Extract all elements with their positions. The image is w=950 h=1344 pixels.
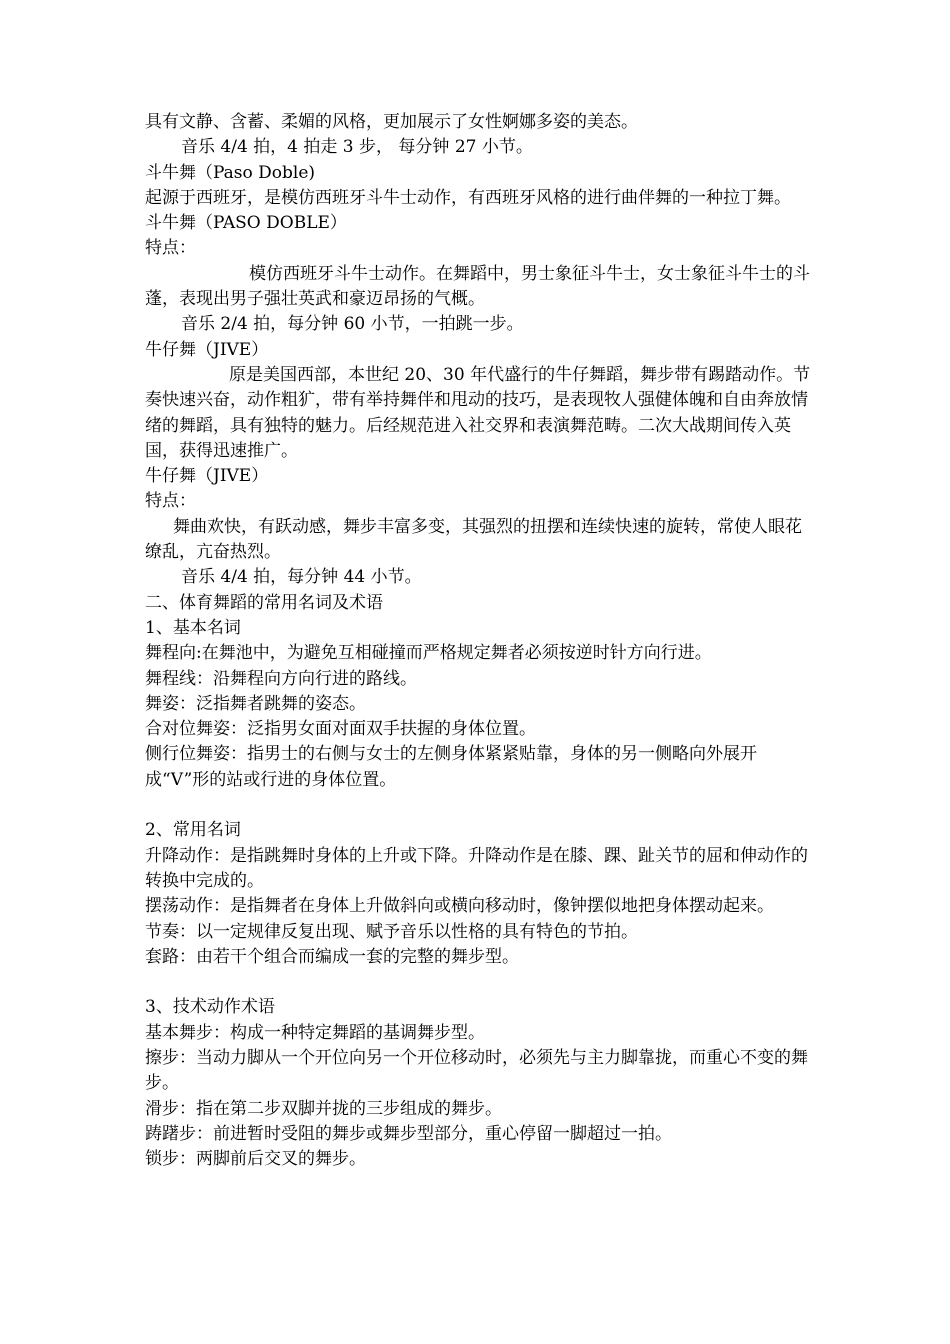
subsection-heading-2: 2、常用名词 <box>145 820 241 841</box>
blank-line <box>145 793 813 818</box>
paragraph: 具有文静、含蓄、柔媚的风格，更加展示了女性婀娜多姿的美态。 <box>145 112 638 132</box>
label-features: 特点： <box>145 491 196 512</box>
term-definition: 擦步：当动力脚从一个开位向另一个开位移动时，必须先与主力脚靠拢，而重心不变的舞步。 <box>145 1047 808 1094</box>
paragraph-text: 模仿西班牙斗牛士动作。在舞蹈中，男士象征斗牛士，女士象征斗牛士的斗蓬，表现出男子强壮英武和豪迈昂扬的气概。 <box>145 263 810 310</box>
paragraph: 起源于西班牙，是模仿西班牙斗牛士动作，有西班牙风格的进行曲伴舞的一种拉丁舞。 <box>145 187 791 208</box>
paragraph <box>145 262 813 313</box>
term-definition: 合对位舞姿：泛指男女面对面双手扶握的身体位置。 <box>145 719 536 740</box>
paragraph <box>145 363 813 464</box>
paragraph: 音乐 4/4 拍，每分钟 44 小节。 <box>181 567 422 588</box>
term-definition: 升降动作：是指跳舞时身体的上升或下降。升降动作是在膝、踝、趾关节的屈和伸动作的转换中完成的。 <box>145 845 808 891</box>
heading-jive-2: 牛仔舞（JIVE） <box>145 466 269 487</box>
term-definition: 侧行位舞姿：指男士的右侧与女士的左侧身体紧紧贴靠，身体的另一侧略向外展开成“V”形的站或行进的身体位置。 <box>145 744 757 790</box>
term-definition: 舞程线：沿舞程向方向行进的路线。 <box>145 668 417 689</box>
term-definition: 舞程向:在舞池中，为避免互相碰撞而严格规定舞者必须按逆时针方向行进。 <box>145 643 712 664</box>
subsection-heading-3: 3、技术动作术语 <box>145 997 275 1018</box>
term-definition: 踌躇步：前进暂时受阻的舞步或舞步型部分，重心停留一脚超过一拍。 <box>145 1123 672 1144</box>
term-definition: 舞姿：泛指舞者跳舞的姿态。 <box>145 693 366 714</box>
term-definition: 基本舞步：构成一种特定舞蹈的基调舞步型。 <box>145 1022 485 1043</box>
section-heading-2: 二、体育舞蹈的常用名词及术语 <box>145 592 383 613</box>
heading-paso-doble-upper: 斗牛舞（PASO DOBLE） <box>145 213 347 234</box>
blank-line <box>145 970 813 995</box>
paragraph: 音乐 4/4 拍，4 拍走 3 步， 每分钟 27 小节。 <box>181 137 533 158</box>
paragraph <box>145 515 813 566</box>
heading-paso-doble: 斗牛舞（Paso Doble) <box>145 162 316 183</box>
term-definition: 套路：由若干个组合而编成一套的完整的舞步型。 <box>145 946 519 967</box>
document-body <box>145 110 813 1172</box>
term-definition: 摆荡动作：是指舞者在身体上升做斜向或横向移动时，像钟摆似地把身体摆动起来。 <box>145 896 774 917</box>
term-definition: 滑步：指在第二步双脚并拢的三步组成的舞步。 <box>145 1098 502 1119</box>
term-definition: 节奏：以一定规律反复出现、赋予音乐以性格的具有特色的节拍。 <box>145 921 638 942</box>
heading-jive: 牛仔舞（JIVE） <box>145 339 269 360</box>
paragraph: 音乐 2/4 拍，每分钟 60 小节，一拍跳一步。 <box>181 314 524 335</box>
paragraph-text: 舞曲欢快，有跃动感，舞步丰富多变，其强烈的扭摆和连续快速的旋转，常使人眼花缭乱，亢奋热烈。 <box>145 516 802 563</box>
paragraph-text: 原是美国西部，本世纪 20、30 年代盛行的牛仔舞蹈，舞步带有踢踏动作。节奏快速兴奋，动作粗犷，带有举持舞伴和甩动的技巧，是表现牧人强健体魄和自由奔放情绪的舞蹈，具有独特的魅力。后经规范进入社交界和表演舞范畴。二次大战期间传入英国，获得迅速推广。 <box>145 364 811 461</box>
subsection-heading-1: 1、基本名词 <box>145 617 241 638</box>
term-definition: 锁步：两脚前后交叉的舞步。 <box>145 1149 366 1170</box>
label-features: 特点： <box>145 238 196 259</box>
